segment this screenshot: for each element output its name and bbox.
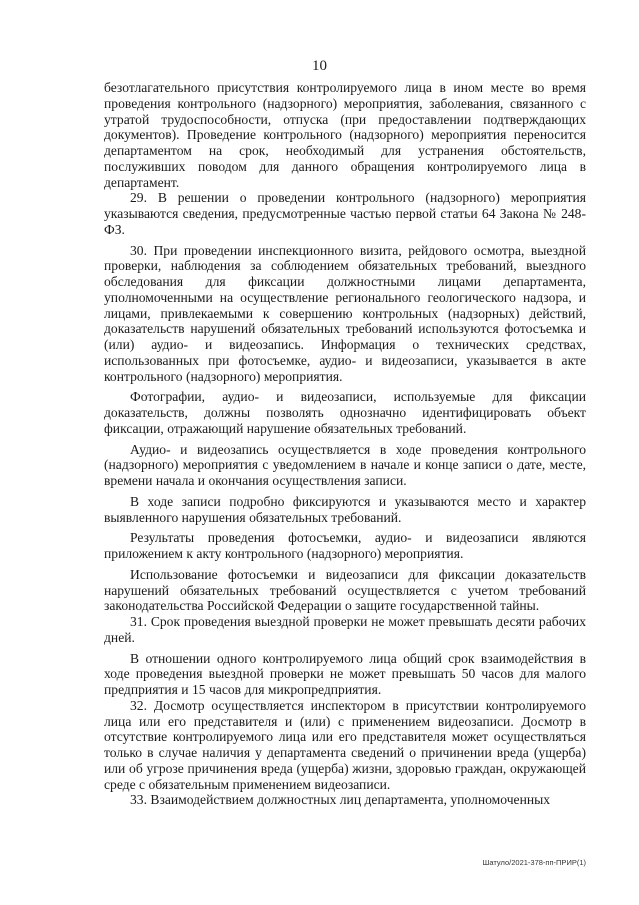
- paragraph-results-attachment: Результаты проведения фотосъемки, аудио- и видеозаписи являются приложением к акту контрольного (надзорного) мероприятия.: [104, 530, 586, 561]
- paragraph-audio-video: Аудио- и видеозапись осуществляется в ходе проведения контрольного (надзорного) мероприятия с уведомлением в начале и конце записи о дате, месте, времени начала и окончания осуществления записи.: [104, 441, 586, 488]
- paragraph-31: 31. Срок проведения выездной проверки не может превышать десяти рабочих дней.: [104, 614, 586, 645]
- paragraph-photo-evidence: Фотографии, аудио- и видеозаписи, используемые для фиксации доказательств, должны позволять однозначно идентифицировать объект фиксации, отражающий нарушение обязательных требований.: [104, 389, 586, 436]
- page-number: 10: [312, 58, 327, 74]
- document-body: [104, 80, 586, 808]
- paragraph-continuation: безотлагательного присутствия контролируемого лица в ином месте во время проведения контрольного (надзорного) мероприятия, заболевания, связанного с утратой трудоспособности, отпуска (при предоставлении подтверждающих документов). Проведение контрольного (надзорного) мероприятия переносится департаментом на срок, необходимый для устранения обстоятельств, послуживших поводом для данного обращения контролируемого лица в департамент.: [104, 80, 586, 190]
- paragraph-interaction-limit: В отношении одного контролируемого лица общий срок взаимодействия в ходе проведения выездной проверки не может превышать 50 часов для малого предприятия и 15 часов для микропредприятия.: [104, 650, 586, 697]
- paragraph-32: 32. Досмотр осуществляется инспектором в присутствии контролируемого лица или его представителя и (или) с применением видеозаписи. Досмотр в отсутствие контролируемого лица или его представителя может осуществляться только в случае наличия у департамента сведений о причинении вреда (ущерба) или об угрозе причинения вреда (ущерба) жизни, здоровью граждан, окружающей среде с обязательным применением видеозаписи.: [104, 697, 586, 792]
- document-code: Шатуло/2021-378-пп-ПРИР(1): [482, 858, 586, 867]
- paragraph-33: 33. Взаимодействием должностных лиц департамента, уполномоченных: [130, 792, 551, 808]
- paragraph-29: 29. В решении о проведении контрольного (надзорного) мероприятия указываются сведения, предусмотренные частью первой статьи 64 Закона № 248-ФЗ.: [104, 190, 586, 237]
- paragraph-state-secret: Использование фотосъемки и видеозаписи для фиксации доказательств нарушений обязательных требований осуществляется с учетом требований законодательства Российской Федерации о защите государственной тайны.: [104, 566, 586, 614]
- paragraph-30: 30. При проведении инспекционного визита, рейдового осмотра, выездной проверки, наблюдения за соблюдением обязательных требований, выездного обследования для фиксации должностными лицами департамента, уполномоченными на осуществление регионального геологического надзора, и лицами, привлекаемыми к совершению контрольных (надзорных) действий, доказательств нарушений обязательных требований используются фотосъемка и (или) аудио- и видеозапись. Информация о технических средствах, использованных при фотосъемке, аудио- и видеозаписи, указывается в акте контрольного (надзорного) мероприятия.: [104, 242, 586, 384]
- paragraph-recording-details: В ходе записи подробно фиксируются и указываются место и характер выявленного нарушения обязательных требований.: [104, 493, 586, 525]
